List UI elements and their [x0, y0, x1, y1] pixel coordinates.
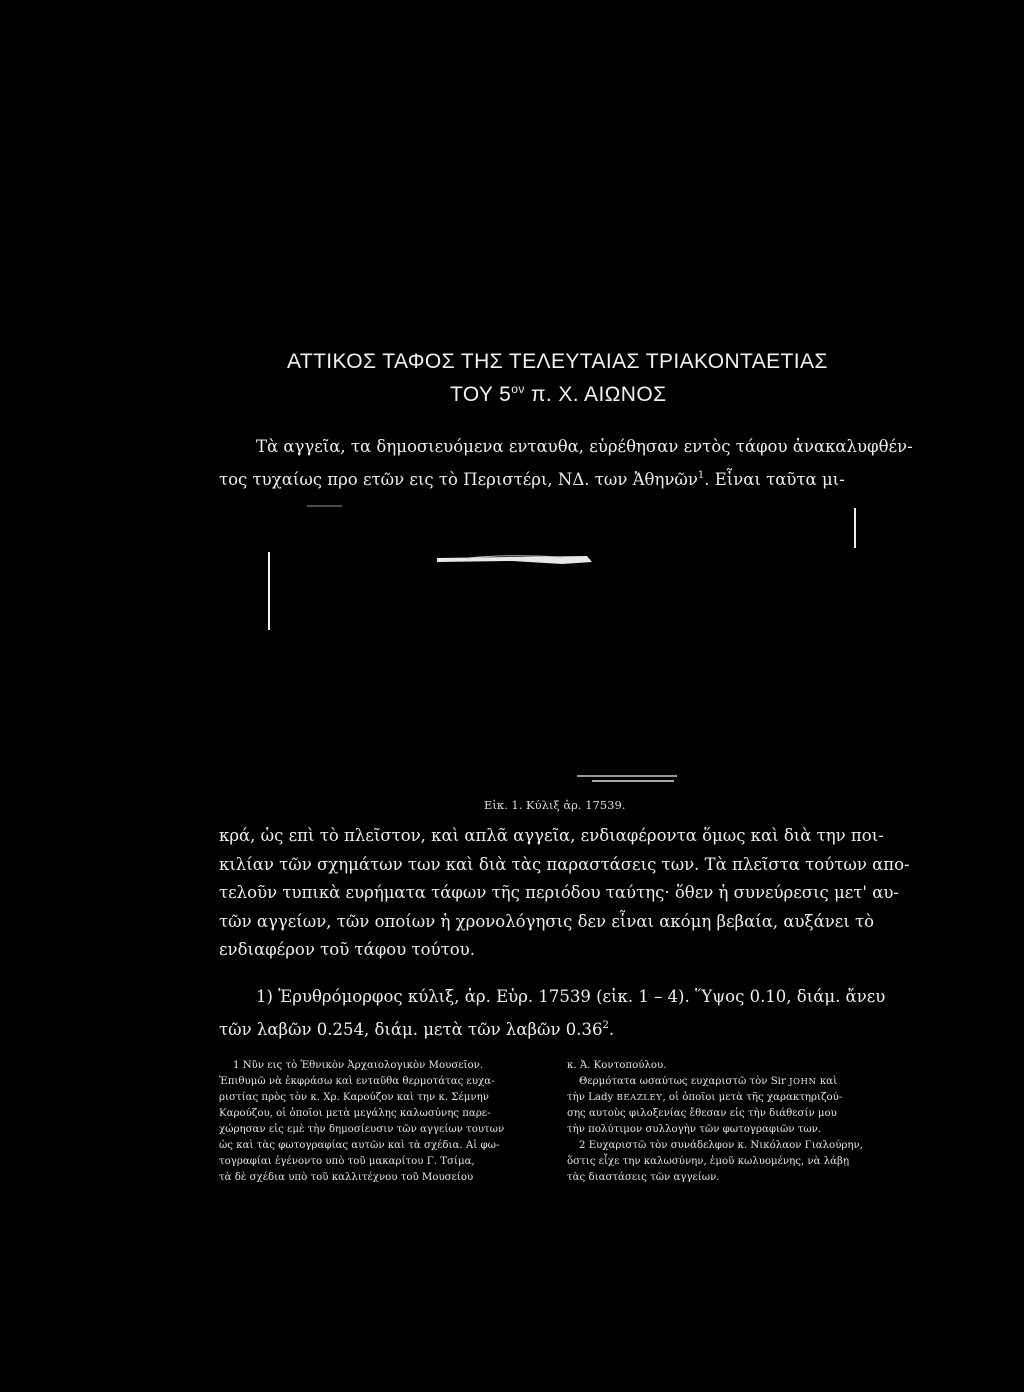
- footnote-line: τογραφίαι ἐγένοντο υπὸ τοῦ μακαρίτου Γ. Τσίμα,: [219, 1156, 475, 1167]
- catalogue-item-line-1: 1) Ἐρυθρόμορφος κύλιξ, ἀρ. Εὑρ. 17539 (εἰκ. 1 – 4). Ὕψος 0.10, διάμ. ἄνευ: [256, 987, 886, 1006]
- footnote-line: κ. Ἀ. Κοντοπούλου.: [567, 1060, 667, 1071]
- paragraph-line-4: τῶν αγγείων, τῶν οποίων ἡ χρονολόγησις δεν εἶναι ακόμη βεβαία, αυξάνει τὸ: [219, 912, 875, 931]
- footnote-line: Θερμότατα ωσαύτως ευχαριστῶ τὸν Sir JOHN καὶ: [579, 1076, 838, 1087]
- footnotes-left-column: [219, 1058, 504, 1186]
- page-title-line-1: ΑΤΤΙΚΟΣ ΤΑΦΟΣ ΤΗΣ ΤΕΛΕΥΤΑΙΑΣ ΤΡΙΑΚΟΝΤΑΕΤΙΑΣ: [287, 350, 828, 373]
- footnote-line: σης αυτοὺς φιλοξενίας ἔθεσαν εἰς τὴν διάθεσίν μου: [567, 1108, 837, 1119]
- footnotes-right-column: [567, 1058, 863, 1186]
- paragraph-line-3: τελοῦν τυπικὰ ευρήματα τάφων τῆς περιόδου ταύτης· ὅθεν ἡ συνεύρεσις μετ' αυ-: [219, 883, 899, 902]
- paragraph-line-2: κιλίαν τῶν σχημάτων των καὶ διὰ τὰς παραστάσεις των. Τὰ πλεῖστα τούτων απο-: [219, 855, 910, 874]
- footnote-line: 1 Νῦν εις τὸ Ἐθνικὸν Ἀρχαιολογικὸν Μουσεῖον.: [233, 1060, 484, 1071]
- footnote-line: χώρησαν εἰς εμὲ τὴν δημοσίευσιν τῶν αγγείων τουτων: [219, 1124, 505, 1135]
- footnote-line: 2 Ευχαριστῶ τὸν συνάδελφον κ. Νικόλαον Γιαλούρην,: [579, 1140, 863, 1151]
- footnote-line: τὰ δὲ σχέδια υπὸ τοῦ καλλιτέχνου τοῦ Μουσείου: [219, 1172, 474, 1183]
- footnote-line: τὰς διαστάσεις τῶν αγγείων.: [567, 1172, 720, 1183]
- intro-line-1: Τὰ αγγεῖα, τα δημοσιευόμενα ενταυθα, εὑρέθησαν εντὸς τάφου ἀνακαλυφθέν-: [256, 437, 913, 456]
- figure-caption: Εἰκ. 1. Κύλιξ ἀρ. 17539.: [484, 798, 626, 812]
- footnote-line: τὴν πολύτιμον συλλογὴν τῶν φωτογραφιῶν των.: [567, 1124, 822, 1135]
- footnote-line: τὴν Lady BEAZLEY, οἱ ὁποῖοι μετὰ τῆς χαρακτηριζού-: [567, 1092, 843, 1103]
- figure-photograph: [262, 500, 862, 790]
- footnote-line: ριστίας πρὸς τὸν κ. Χρ. Καρούζον καὶ την κ. Σέμνην: [219, 1092, 489, 1103]
- footnote-line: Καρούζου, οἱ ὁποῖοι μετὰ μεγάλης καλωσύνης παρε-: [219, 1108, 491, 1119]
- paragraph-line-5: ενδιαφέρον τοῦ τάφου τούτου.: [219, 940, 475, 959]
- intro-line-2: τος τυχαίως προ ετῶν εις τὸ Περιστέρι, ΝΔ. των Ἀθηνῶν$^1$. Εἶναι ταῦτα μι-: [219, 470, 845, 489]
- catalogue-item-line-2: τῶν λαβῶν 0.254, διάμ. μετὰ τῶν λαβῶν 0.36$^2$.: [219, 1020, 615, 1039]
- footnote-line: ὅστις εἶχε την καλωσύνην, ἐμοῦ κωλυομένης, νὰ λάβῃ: [567, 1156, 850, 1167]
- page-title-line-2: ΤΟΥ $5^{o\nu}$ π. Χ. ΑΙΩΝΟΣ: [450, 382, 667, 406]
- footnote-line: Ἐπιθυμῶ νὰ ἐκφράσω καὶ ενταῦθα θερμοτάτας ευχα-: [219, 1076, 495, 1087]
- paragraph-line-1: κρά, ὡς επὶ τὸ πλεῖστον, καὶ απλᾶ αγγεῖα, ενδιαφέροντα ὅμως καὶ διὰ την ποι-: [219, 826, 884, 845]
- kylix-photo: [262, 500, 862, 790]
- footnote-line: ὡς καὶ τὰς φωτογραφίας αυτῶν καὶ τὰ σχέδια. Αἱ φω-: [219, 1140, 500, 1151]
